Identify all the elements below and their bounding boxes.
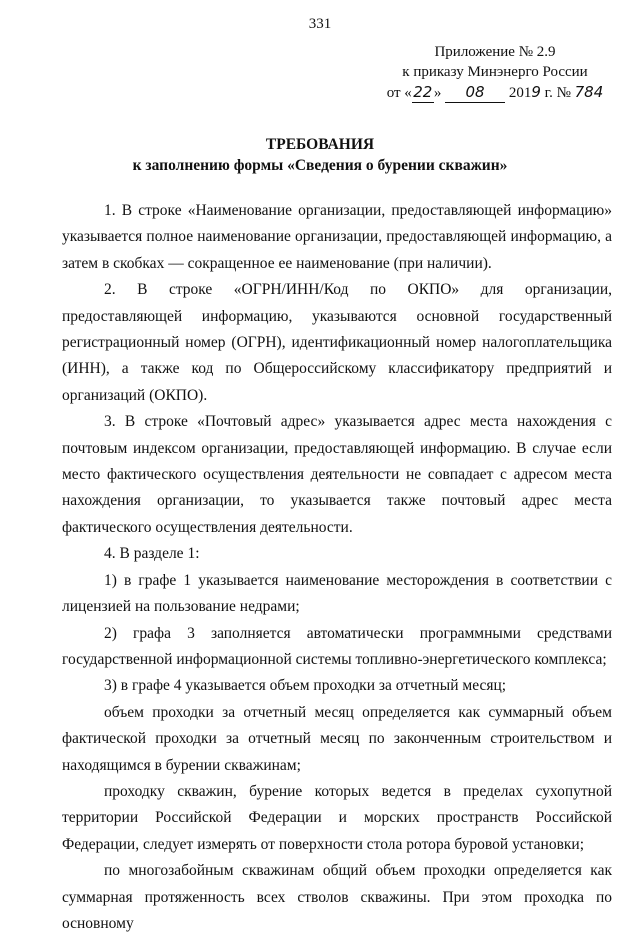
date-year-suffix: г. №: [540, 85, 571, 101]
title-subheading: к заполнению формы «Сведения о бурении скважин»: [132, 157, 508, 174]
date-day: 22: [413, 83, 433, 101]
document-title: [0, 134, 640, 176]
date-quote-close: »: [433, 85, 442, 101]
appendix-title: Приложение № 2.9: [434, 44, 556, 60]
paragraph-4-3: 3) в графе 4 указывается объем проходки за отчетный месяц;: [104, 677, 507, 695]
paragraph-1: 1. В строке «Наименование организации, предоставляющей информацию» указывается полное наименование организации, предоставляющей информацию, а затем в скобках — сокращенное ее наименование (при наличии).: [62, 202, 612, 272]
appendix-order: к приказу Минэнерго России: [402, 64, 588, 80]
date-year-digit: 9: [531, 83, 541, 101]
paragraph-4-1: 1) в графе 1 указывается наименование месторождения в соответствии с лицензией на пользование недрами;: [62, 571, 612, 616]
paragraph-3: 3. В строке «Почтовый адрес» указывается адрес места нахождения с почтовым индексом организации, предоставляющей информацию. В случае если место фактического осуществления деятельности не совпадает с адресом места нахождения организации, то указывается также почтовый адрес места фактического осуществления деятельности.: [62, 413, 612, 536]
page-number: 331: [308, 16, 332, 32]
paragraph-4-2: 2) графа 3 заполняется автоматически программными средствами государственной информационной системы топливно-энергетического комплекса;: [62, 624, 612, 668]
date-prefix: от «: [386, 85, 412, 101]
date-year-prefix: 201: [508, 85, 532, 101]
paragraph-2: 2. В строке «ОГРН/ИНН/Код по ОКПО» для организации, предоставляющей информацию, указываются основной государственный регистрационный номер (ОГРН), идентификационный номер налогоплательщика (ИНН), а также код по Общероссийскому классификатору предприятий и организаций (ОКПО).: [62, 281, 612, 404]
appendix-date-line: [380, 82, 610, 103]
order-number: 784: [574, 83, 604, 101]
paragraph-volume: объем проходки за отчетный месяц определяется как суммарный объем фактической проходки за отчетный месяц по законченным строительством и находящимся в бурении скважинам;: [62, 703, 612, 774]
title-heading: ТРЕБОВАНИЯ: [265, 136, 375, 153]
document-body: [62, 198, 612, 937]
paragraph-4: 4. В разделе 1:: [104, 545, 200, 563]
paragraph-multilateral: по многозабойным скважинам общий объем проходки определяется как суммарная протяженность всех стволов скважины. При этом проходка по основному: [62, 862, 612, 932]
appendix-header: [380, 42, 610, 103]
paragraph-measurement: проходку скважин, бурение которых ведется в пределах сухопутной территории Российской Федерации и морских пространств Российской Федерации, следует измерять от поверхности стола ротора буровой установки;: [62, 782, 612, 853]
date-month: 08: [445, 82, 505, 103]
